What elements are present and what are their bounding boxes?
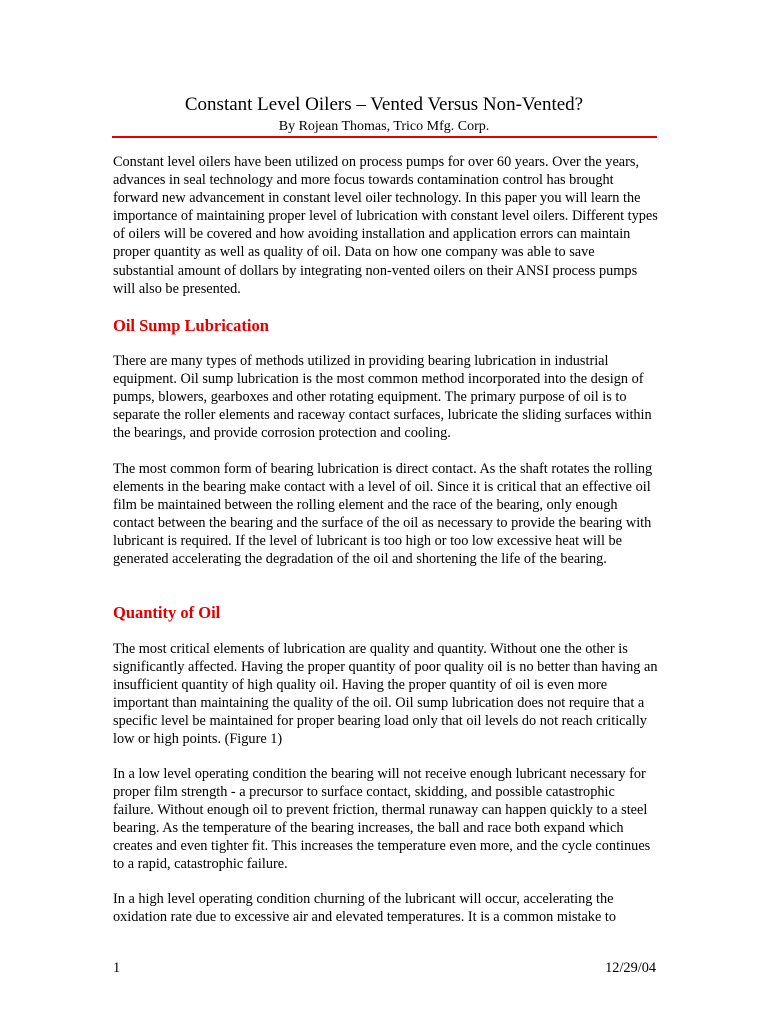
intro-paragraph: Constant level oilers have been utilized on process pumps for over 60 years. Over the years, advances in seal technology and more focus towards contamination control has brought forward new advancement in constant level oiler technology. In this paper you will learn the importance of maintaining proper level of lubrication with constant level oilers. Different types of oilers will be covered and how avoiding installation and application errors can maintain proper quantity as well as quality of oil. Data on how one company was able to save substantial amount of dollars by integrating non-vented oilers on their ANSI process pumps will also be presented. (113, 154, 658, 297)
section-heading-quantity-of-oil: Quantity of Oil (113, 603, 221, 622)
title-divider (112, 136, 657, 138)
section-heading-oil-sump-lubrication: Oil Sump Lubrication (113, 316, 269, 335)
body-paragraph: There are many types of methods utilized in providing bearing lubrication in industrial equipment. Oil sump lubrication is the most common method incorporated into the design of pumps, blowers, gearboxes and other rotating equipment. The primary purpose of oil is to separate the roller elements and raceway contact surfaces, lubricate the sliding surfaces within the bearings, and provide corrosion protection and cooling. (113, 353, 652, 442)
footer-date: 12/29/04 (605, 960, 656, 976)
body-paragraph: In a low level operating condition the bearing will not receive enough lubricant necessary for proper film strength - a precursor to surface contact, skidding, and possible catastrophic failure. Without enough oil to prevent friction, thermal runaway can happen quickly to a steel bearing. As the temperature of the bearing increases, the ball and race both expand which creates and even tighter fit. This increases the temperature even more, and the cycle continues to a rapid, catastrophic failure. (113, 766, 651, 873)
document-byline: By Rojean Thomas, Trico Mfg. Corp. (278, 119, 490, 134)
body-paragraph: The most critical elements of lubrication are quality and quantity. Without one the other is significantly affected. Having the proper quantity of poor quality oil is no better than having an insufficient quantity of high quality oil. Having the proper quantity of oil is even more important than maintaining the quality of the oil. Oil sump lubrication does not require that a specific level be maintained for proper bearing load only that oil levels do not reach critically low or high points. (Figure 1) (113, 641, 658, 748)
footer-page-number: 1 (113, 960, 121, 976)
body-paragraph: In a high level operating condition churning of the lubricant will occur, accelerating the oxidation rate due to excessive air and elevated temperatures. It is a common mistake to (113, 891, 616, 926)
body-paragraph: The most common form of bearing lubrication is direct contact. As the shaft rotates the rolling elements in the bearing make contact with a level of oil. Since it is critical that an effective oil film be maintained between the rolling element and the race of the bearing, only enough contact between the bearing and the surface of the oil as necessary to provide the bearing with lubricant is required. If the level of lubricant is too high or too low excessive heat will be generated accelerating the degradation of the oil and shortening the life of the bearing. (113, 461, 653, 568)
document-title: Constant Level Oilers – Vented Versus Non-Vented? (184, 94, 584, 115)
